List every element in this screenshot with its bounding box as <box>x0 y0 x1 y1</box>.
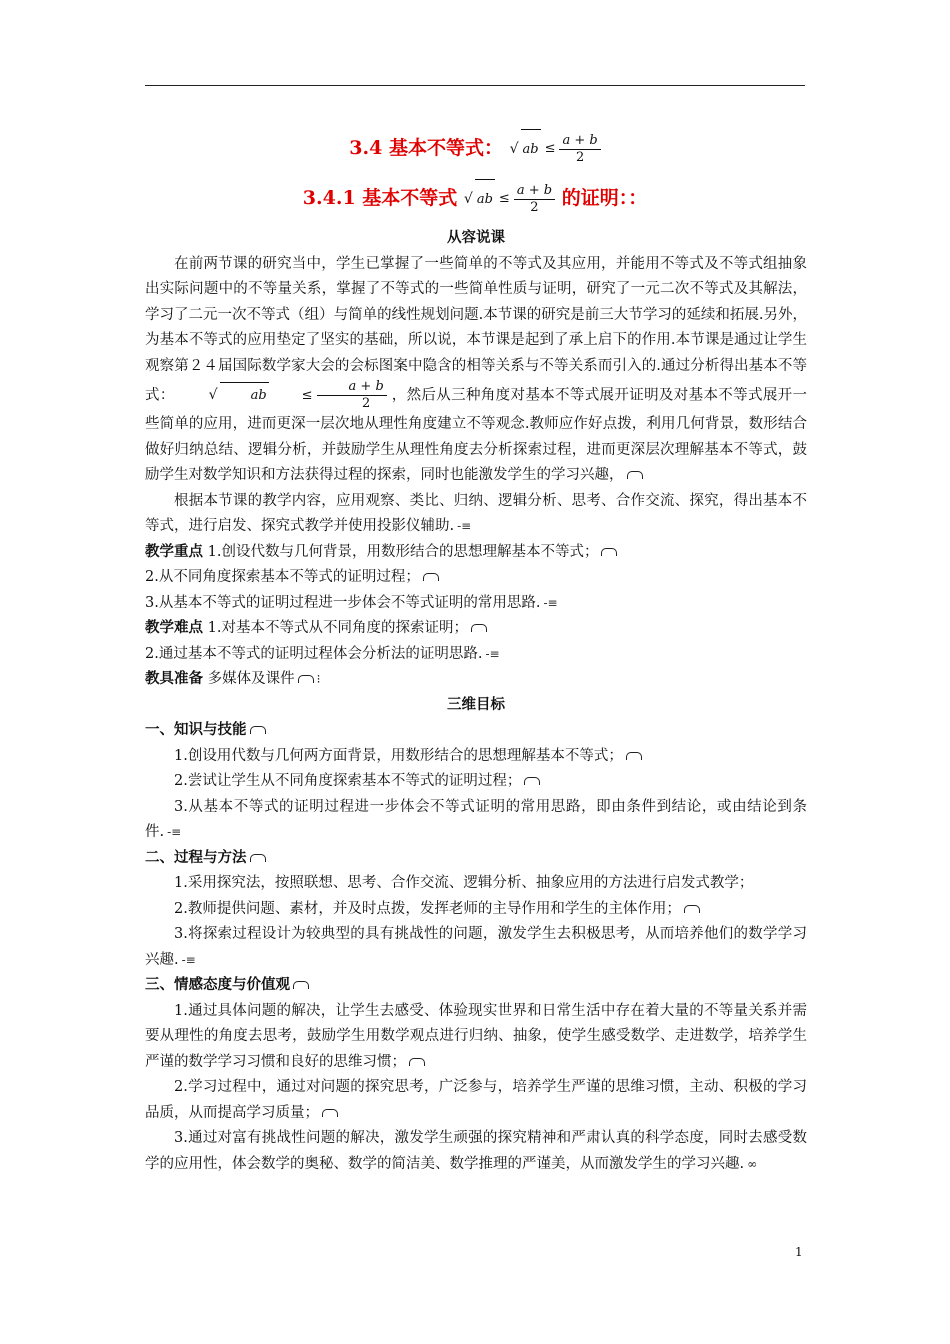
goal-heading-knowledge: 一、知识与技能 <box>145 718 807 744</box>
difficulty-2: 2.通过基本不等式的证明过程体会分析法的证明思路. -≡ <box>145 645 500 662</box>
intro-heading: 从容说课 <box>447 230 505 246</box>
goal-heading-process: 二、过程与方法 <box>145 846 807 872</box>
subsection-title-suffix: 的证明：： <box>561 187 648 209</box>
edit-mark-icon: -≡ <box>457 519 472 533</box>
goal-item: 1.采用探究法，按照联想、思考、合作交流、逻辑分析、抽象应用的方法进行启发式教学； <box>174 875 754 891</box>
key-point-1: 教学重点 1.创设代数与几何背景，用数形结合的思想理解基本不等式； <box>145 540 807 566</box>
goals-heading: 三维目标 <box>447 696 505 713</box>
inline-formula: √ ab ≤ $\frac{a + b}{2}$ <box>180 379 387 412</box>
edit-mark-icon <box>471 624 487 632</box>
page-number: 1 <box>795 1245 803 1259</box>
intro-paragraph-1: 在前两节课的研究当中，学生已掌握了一些简单的不等式及其应用，并能用不等式及不等式组抽象出实际问题中的不等量关系，掌握了不等式的一些简单性质与证明，研究了一元二次不等式及其解法，学习了二元一次不等式（组）与简单的线性规划问题.本节课的研究是前三大节学习的延续和拓展.另外，为基本不等式的应用垫定了坚实的基础，所以说，本节课是起到了承上启下的作用.本节课是通过让学生观察第２４届国际数学家大会的会标图案中隐含的相等关系与不等关系而引入的.通过分析得出基本不等式： √ ab ≤ $\frac{a + b}{2}$ ，然后从三种角度对基本不等式展开证明及对基本不等式展开一些简单的应用，进而更深一层次地从理性角度建立不等观念.教师应作好点拨，利用几何背景，数形结合做好归纳总结、逻辑分析，并鼓励学生从理性角度去分析探索过程，进而更深层次理解基本不等式，鼓励学生对数学知识和方法获得过程的探索，同时也能激发学生的学习兴趣， <box>145 255 807 483</box>
subsection-title-text: 3.4.1 基本不等式 <box>302 187 458 209</box>
goal-heading-attitude: 三、情感态度与价值观 <box>145 973 807 999</box>
goal-item: 2.尝试让学生从不同角度探索基本不等式的证明过程； <box>145 769 807 795</box>
section-title <box>0 128 950 170</box>
edit-mark-icon <box>298 675 314 683</box>
goal-item: 2.学习过程中，通过对问题的探究思考，广泛参与，培养学生严谨的思维习惯，主动、积极的学习品质，从而提高学习质量； <box>145 1079 807 1121</box>
section-title-text: 3.4 基本不等式： <box>349 137 503 159</box>
header-rule <box>145 85 805 86</box>
edit-mark-icon <box>684 905 700 913</box>
goal-item: 2.教师提供问题、素材，并及时点拨，发挥老师的主导作用和学生的主体作用； <box>145 897 807 923</box>
goal-item: 3.将探索过程设计为较典型的具有挑战性的问题，激发学生去积极思考，从而培养他们的数学学习兴趣. -≡ <box>145 926 807 968</box>
tools: 教具准备 多媒体及课件 ⁝ <box>145 671 321 687</box>
goal-item: 3.通过对富有挑战性问题的解决，激发学生顽强的探究精神和严肃认真的科学态度，同时去感受数学的应用性，体会数学的奥秘、数学的简洁美、数学推理的严谨美，从而激发学生的学习兴趣. ∞ <box>145 1130 807 1172</box>
edit-mark-icon <box>250 726 266 734</box>
goal-item: 3.从基本不等式的证明过程进一步体会不等式证明的常用思路，即由条件到结论，或由结论到条件. -≡ <box>145 798 807 840</box>
key-point-2: 2.从不同角度探索基本不等式的证明过程； <box>145 565 807 591</box>
body-content <box>145 226 807 1177</box>
subsection-title <box>0 178 950 220</box>
inequality-formula: √ ab ≤ $\frac{a + b}{2}$ <box>464 179 555 220</box>
goal-item: 1.创设用代数与几何两方面背景，用数形结合的思想理解基本不等式； <box>145 744 807 770</box>
edit-mark-icon <box>423 573 439 581</box>
edit-mark-icon <box>626 752 642 760</box>
edit-mark-icon <box>250 854 266 862</box>
difficulty-1: 教学难点 1.对基本不等式从不同角度的探索证明； <box>145 616 807 642</box>
edit-mark-icon: -≡ <box>181 952 196 967</box>
key-point-3: 3.从基本不等式的证明过程进一步体会不等式证明的常用思路. -≡ <box>145 594 558 611</box>
goal-item: 1.通过具体问题的解决，让学生去感受、体验现实世界和日常生活中存在着大量的不等量关系并需要从理性的角度去思考，鼓励学生用数学观点进行归纳、抽象，使学生感受数学、走进数学，培养学生严谨的数学学习习惯和良好的思维习惯； <box>145 1002 807 1070</box>
edit-mark-icon: -≡ <box>485 646 500 661</box>
edit-mark-icon <box>524 777 540 785</box>
edit-mark-icon: ∞ <box>747 1156 758 1171</box>
edit-mark-icon <box>322 1109 338 1117</box>
edit-mark-icon <box>627 471 643 479</box>
edit-mark-icon <box>293 981 309 989</box>
edit-mark-icon <box>601 548 617 556</box>
edit-mark-icon: -≡ <box>167 825 182 839</box>
inequality-formula: √ ab ≤ $\frac{a + b}{2}$ <box>510 129 601 170</box>
edit-mark-icon <box>409 1058 425 1066</box>
edit-mark-icon: -≡ <box>543 595 558 610</box>
intro-paragraph-2: 根据本节课的教学内容，应用观察、类比、归纳、逻辑分析、思考、合作交流、探究，得出基本不等式，进行启发、探究式教学并使用投影仪辅助. -≡ <box>145 492 807 534</box>
